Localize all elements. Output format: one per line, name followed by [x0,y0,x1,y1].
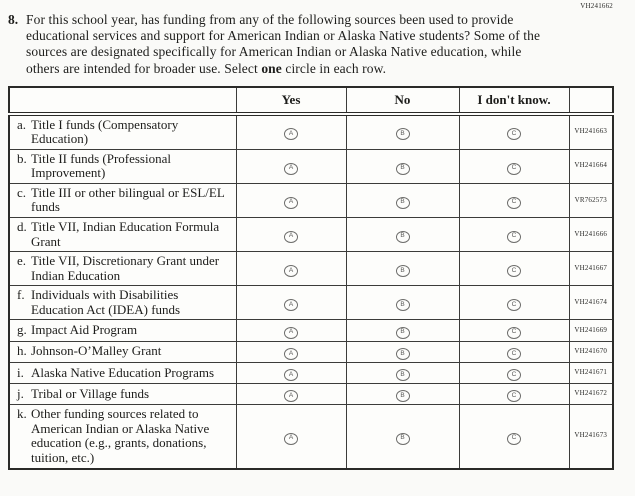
radio-no[interactable]: B [396,369,410,381]
row-code: VH241673 [569,405,613,469]
dont-know-cell [459,341,569,362]
yes-cell [236,218,346,252]
radio-dont-know[interactable]: C [507,231,521,243]
radio-dont-know[interactable]: C [507,128,521,140]
no-cell [346,149,459,183]
row-label-cell [9,183,236,217]
funding-sources-table [8,86,614,470]
row-label: Title VII, Discretionary Grant under Indian Education [31,253,220,283]
question-text-start: For this school year, has funding from any of the following sources been used to provide educational services and support for American Indian or Alaska Native students? Some of the sources are designated specifically for American Indian or Alaska Native education, while others are intended for broader use. Select [26,12,541,76]
radio-yes[interactable]: A [284,265,298,277]
row-code: VH241671 [569,362,613,383]
radio-dont-know[interactable]: C [507,163,521,175]
radio-dont-know[interactable]: C [507,299,521,311]
dont-know-cell [459,252,569,286]
table-row [9,384,613,405]
row-label: Other funding sources related to American Indian or Alaska Native education (e.g., grants, donations, tuition, etc.) [31,406,210,465]
row-letter: e. [17,253,27,269]
row-code: VH241670 [569,341,613,362]
row-letter: h. [17,343,27,359]
row-letter: i. [17,364,24,380]
radio-yes[interactable]: A [284,128,298,140]
no-cell [346,320,459,341]
row-label: Title II funds (Professional Improvement) [31,150,171,181]
yes-cell [236,405,346,469]
row-code: VH241674 [569,286,613,320]
header-yes: Yes [236,87,346,114]
row-label: Alaska Native Education Programs [31,364,215,380]
row-code: VH241666 [569,218,613,252]
row-label-cell [9,341,236,362]
header-dont-know: I don't know. [459,87,569,114]
radio-no[interactable]: B [396,163,410,175]
row-code: VH241664 [569,149,613,183]
table-header-row [9,87,613,114]
row-letter: g. [17,322,27,338]
yes-cell [236,362,346,383]
row-code: VH241672 [569,384,613,405]
no-cell [346,286,459,320]
dont-know-cell [459,384,569,405]
no-cell [346,218,459,252]
radio-dont-know[interactable]: C [507,390,521,402]
dont-know-cell [459,183,569,217]
radio-no[interactable]: B [396,327,410,339]
row-letter: k. [17,406,27,422]
dont-know-cell [459,320,569,341]
question-text [26,12,542,77]
radio-yes[interactable]: A [284,369,298,381]
radio-yes[interactable]: A [284,348,298,360]
row-label-cell [9,320,236,341]
radio-yes[interactable]: A [284,327,298,339]
table-row [9,252,613,286]
row-letter: j. [17,385,24,401]
dont-know-cell [459,149,569,183]
question-text-end: circle in each row. [281,60,387,76]
no-cell [346,252,459,286]
no-cell [346,384,459,405]
radio-no[interactable]: B [396,197,410,209]
radio-yes[interactable]: A [284,390,298,402]
row-label: Impact Aid Program [31,322,138,338]
row-label: Tribal or Village funds [31,385,150,401]
row-letter: c. [17,184,27,200]
dont-know-cell [459,218,569,252]
row-label-cell [9,286,236,320]
row-code: VH241667 [569,252,613,286]
form-code: VH241662 [580,2,613,10]
row-label: Title III or other bilingual or ESL/EL funds [31,184,225,215]
no-cell [346,405,459,469]
no-cell [346,362,459,383]
radio-yes[interactable]: A [284,433,298,445]
row-label: Johnson-O’Malley Grant [31,343,162,359]
radio-no[interactable]: B [396,299,410,311]
row-letter: d. [17,219,27,235]
row-code: VH241663 [569,114,613,150]
row-label-cell [9,384,236,405]
radio-no[interactable]: B [396,231,410,243]
yes-cell [236,149,346,183]
question-text-bold: one [261,60,282,76]
yes-cell [236,114,346,150]
dont-know-cell [459,362,569,383]
row-label-cell [9,362,236,383]
question-8 [8,12,548,77]
yes-cell [236,286,346,320]
dont-know-cell [459,114,569,150]
table-row [9,320,613,341]
row-label-cell [9,149,236,183]
row-label: Title I funds (Compensatory Education) [31,116,179,147]
table-row [9,286,613,320]
row-label-cell [9,114,236,150]
radio-no[interactable]: B [396,390,410,402]
row-label-cell [9,405,236,469]
table-row [9,183,613,217]
dont-know-cell [459,286,569,320]
table-row [9,405,613,469]
radio-no[interactable]: B [396,265,410,277]
no-cell [346,114,459,150]
row-letter: f. [17,287,25,303]
header-empty-cell [9,87,236,114]
yes-cell [236,341,346,362]
radio-dont-know[interactable]: C [507,327,521,339]
radio-yes[interactable]: A [284,163,298,175]
radio-yes[interactable]: A [284,197,298,209]
yes-cell [236,252,346,286]
radio-dont-know[interactable]: C [507,265,521,277]
row-label: Individuals with Disabilities Education Act (IDEA) funds [31,287,181,317]
table-row [9,114,613,150]
yes-cell [236,320,346,341]
radio-no[interactable]: B [396,128,410,140]
row-letter: a. [17,116,27,132]
radio-dont-know[interactable]: C [507,197,521,209]
row-label: Title VII, Indian Education Formula Grant [31,219,220,249]
row-letter: b. [17,150,27,166]
radio-dont-know[interactable]: C [507,348,521,360]
table-row [9,341,613,362]
table-row [9,149,613,183]
row-code: VR762573 [569,183,613,217]
row-label-cell [9,252,236,286]
radio-no[interactable]: B [396,433,410,445]
header-code-cell [569,87,613,114]
dont-know-cell [459,405,569,469]
radio-dont-know[interactable]: C [507,369,521,381]
no-cell [346,183,459,217]
radio-yes[interactable]: A [284,299,298,311]
table-row [9,218,613,252]
yes-cell [236,384,346,405]
row-label-cell [9,218,236,252]
question-number: 8. [8,12,19,27]
radio-yes[interactable]: A [284,231,298,243]
header-no: No [346,87,459,114]
table-row [9,362,613,383]
radio-dont-know[interactable]: C [507,433,521,445]
no-cell [346,341,459,362]
radio-no[interactable]: B [396,348,410,360]
yes-cell [236,183,346,217]
row-code: VH241669 [569,320,613,341]
